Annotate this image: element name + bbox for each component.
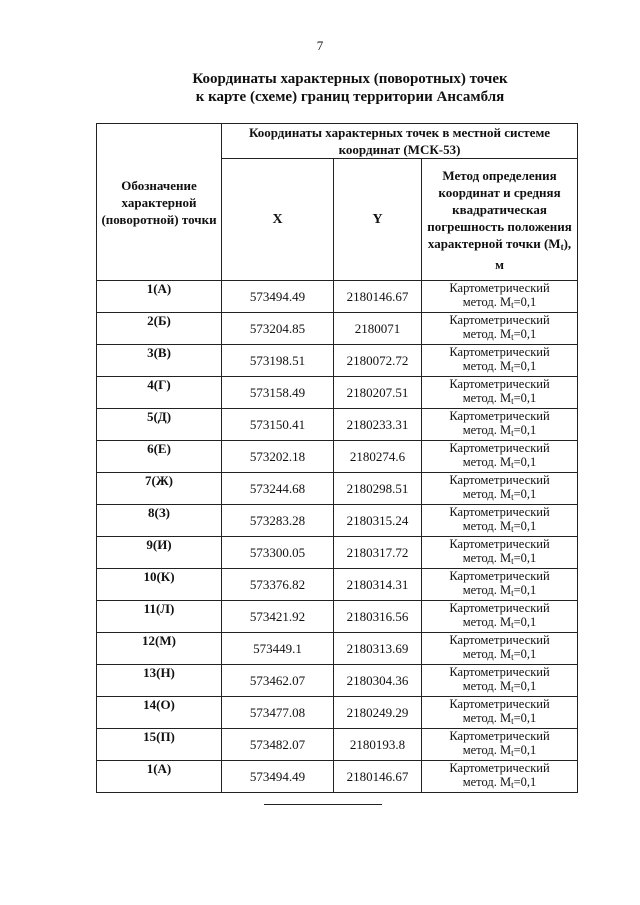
y-value: 2180233.31 <box>334 409 422 441</box>
page-title-line2: к карте (схеме) границ территории Ансамбля <box>195 89 505 105</box>
method-line2-suffix: =0,1 <box>513 391 537 405</box>
y-value: 2180193.8 <box>334 729 422 761</box>
method-line2 <box>422 295 577 312</box>
footer-divider <box>264 804 382 805</box>
method-line2-prefix: метод. M <box>462 615 512 629</box>
method-cell <box>422 633 578 665</box>
table-row <box>97 697 578 729</box>
method-line2-prefix: метод. M <box>462 711 512 725</box>
x-value: 573477.08 <box>222 697 334 729</box>
method-sub: t <box>511 556 514 566</box>
method-cell <box>422 505 578 537</box>
table-row <box>97 345 578 377</box>
method-sub: t <box>511 492 514 502</box>
table-row <box>97 665 578 697</box>
method-line2-prefix: метод. M <box>462 423 512 437</box>
point-label: 8(З) <box>97 505 222 537</box>
point-label: 14(О) <box>97 697 222 729</box>
header-method <box>422 159 578 281</box>
method-line1: Картометрический <box>449 441 550 455</box>
x-value: 573202.18 <box>222 441 334 473</box>
method-line2-prefix: метод. M <box>462 359 512 373</box>
table-row <box>97 505 578 537</box>
x-value: 573482.07 <box>222 729 334 761</box>
method-line2-suffix: =0,1 <box>513 423 537 437</box>
method-cell <box>422 569 578 601</box>
x-value: 573494.49 <box>222 281 334 313</box>
y-value: 2180298.51 <box>334 473 422 505</box>
y-value: 2180315.24 <box>334 505 422 537</box>
method-cell <box>422 409 578 441</box>
table-row <box>97 537 578 569</box>
y-value: 2180316.56 <box>334 601 422 633</box>
method-line1: Картометрический <box>449 537 550 551</box>
y-value: 2180314.31 <box>334 569 422 601</box>
header-y: Y <box>334 159 422 281</box>
method-line1: Картометрический <box>449 569 550 583</box>
method-line2-suffix: =0,1 <box>513 679 537 693</box>
y-value: 2180304.36 <box>334 665 422 697</box>
method-line1: Картометрический <box>449 473 550 487</box>
method-line2-prefix: метод. M <box>462 775 512 789</box>
header-method-suffix: ), м <box>495 235 572 272</box>
page-number: 7 <box>316 38 324 53</box>
page-title-line1: Координаты характерных (поворотных) точек <box>192 71 508 87</box>
method-line1: Картометрический <box>449 409 550 423</box>
method-line2-prefix: метод. M <box>462 647 512 661</box>
point-label: 6(Е) <box>97 441 222 473</box>
method-sub: t <box>511 428 514 438</box>
x-value: 573204.85 <box>222 313 334 345</box>
x-value: 573421.92 <box>222 601 334 633</box>
x-value: 573462.07 <box>222 665 334 697</box>
method-line1: Картометрический <box>449 601 550 615</box>
coordinates-table <box>96 123 578 793</box>
method-sub: t <box>511 460 514 470</box>
method-sub: t <box>511 364 514 374</box>
point-label: 1(А) <box>97 761 222 793</box>
x-value: 573244.68 <box>222 473 334 505</box>
x-value: 573198.51 <box>222 345 334 377</box>
y-value: 2180274.6 <box>334 441 422 473</box>
method-line2-suffix: =0,1 <box>513 775 537 789</box>
table-row <box>97 409 578 441</box>
method-line1: Картометрический <box>449 665 550 679</box>
method-sub: t <box>511 780 514 790</box>
method-line2 <box>422 487 577 504</box>
method-line2-suffix: =0,1 <box>513 551 537 565</box>
method-cell <box>422 345 578 377</box>
method-line2 <box>422 679 577 696</box>
method-line1: Картометрический <box>449 633 550 647</box>
method-cell <box>422 441 578 473</box>
table-row <box>97 601 578 633</box>
table-row <box>97 633 578 665</box>
method-line1: Картометрический <box>449 281 550 295</box>
point-label: 4(Г) <box>97 377 222 409</box>
table-row <box>97 281 578 313</box>
method-line1: Картометрический <box>449 761 550 775</box>
x-value: 573494.49 <box>222 761 334 793</box>
y-value: 2180071 <box>334 313 422 345</box>
method-line2 <box>422 551 577 568</box>
table-row <box>97 313 578 345</box>
method-line2-suffix: =0,1 <box>513 743 537 757</box>
point-label: 12(М) <box>97 633 222 665</box>
method-line2-prefix: метод. M <box>462 295 512 309</box>
method-sub: t <box>511 524 514 534</box>
method-sub: t <box>511 652 514 662</box>
x-value: 573449.1 <box>222 633 334 665</box>
point-label: 13(Н) <box>97 665 222 697</box>
table-row <box>97 473 578 505</box>
method-line2 <box>422 615 577 632</box>
method-line2-suffix: =0,1 <box>513 519 537 533</box>
method-line2 <box>422 391 577 408</box>
y-value: 2180072.72 <box>334 345 422 377</box>
point-label: 5(Д) <box>97 409 222 441</box>
page-title <box>150 70 550 106</box>
table-row <box>97 441 578 473</box>
method-line1: Картометрический <box>449 377 550 391</box>
method-line2 <box>422 775 577 792</box>
method-line1: Картометрический <box>449 697 550 711</box>
point-label: 7(Ж) <box>97 473 222 505</box>
method-line2-prefix: метод. M <box>462 327 512 341</box>
method-sub: t <box>511 684 514 694</box>
method-cell <box>422 697 578 729</box>
x-value: 573283.28 <box>222 505 334 537</box>
method-line2-prefix: метод. M <box>462 519 512 533</box>
table-row <box>97 729 578 761</box>
method-line2 <box>422 647 577 664</box>
method-line2-prefix: метод. M <box>462 743 512 757</box>
method-line2 <box>422 359 577 376</box>
method-line2 <box>422 519 577 536</box>
header-point-designation: Обозначение характерной (поворотной) точки <box>97 124 222 281</box>
y-value: 2180207.51 <box>334 377 422 409</box>
method-line1: Картометрический <box>449 729 550 743</box>
y-value: 2180146.67 <box>334 761 422 793</box>
method-line2-suffix: =0,1 <box>513 487 537 501</box>
header-coordinates-group: Координаты характерных точек в местной системе координат (МСК-53) <box>222 124 578 159</box>
y-value: 2180249.29 <box>334 697 422 729</box>
x-value: 573150.41 <box>222 409 334 441</box>
header-x: X <box>222 159 334 281</box>
method-line2-suffix: =0,1 <box>513 455 537 469</box>
method-sub: t <box>511 716 514 726</box>
method-cell <box>422 761 578 793</box>
coordinates-table-body <box>97 281 578 793</box>
method-sub: t <box>511 332 514 342</box>
x-value: 573300.05 <box>222 537 334 569</box>
table-row <box>97 569 578 601</box>
y-value: 2180317.72 <box>334 537 422 569</box>
method-sub: t <box>511 588 514 598</box>
method-line2-prefix: метод. M <box>462 487 512 501</box>
method-sub: t <box>511 396 514 406</box>
point-label: 2(Б) <box>97 313 222 345</box>
method-line2-suffix: =0,1 <box>513 647 537 661</box>
y-value: 2180313.69 <box>334 633 422 665</box>
method-line2-suffix: =0,1 <box>513 583 537 597</box>
method-line2 <box>422 423 577 440</box>
method-line2-prefix: метод. M <box>462 679 512 693</box>
method-line2-suffix: =0,1 <box>513 327 537 341</box>
method-cell <box>422 473 578 505</box>
method-cell <box>422 377 578 409</box>
method-sub: t <box>511 748 514 758</box>
header-method-sub: t <box>560 241 564 252</box>
method-line2-prefix: метод. M <box>462 551 512 565</box>
method-cell <box>422 281 578 313</box>
table-row <box>97 761 578 793</box>
y-value: 2180146.67 <box>334 281 422 313</box>
point-label: 15(П) <box>97 729 222 761</box>
method-line2 <box>422 743 577 760</box>
method-sub: t <box>511 620 514 630</box>
header-method-prefix: Метод определения координат и средняя квадратическая погрешность положения характерной точки (M <box>427 167 572 251</box>
method-cell <box>422 665 578 697</box>
method-line2-suffix: =0,1 <box>513 711 537 725</box>
point-label: 9(И) <box>97 537 222 569</box>
point-label: 3(В) <box>97 345 222 377</box>
point-label: 11(Л) <box>97 601 222 633</box>
method-line2-prefix: метод. M <box>462 391 512 405</box>
method-sub: t <box>511 300 514 310</box>
method-line2 <box>422 327 577 344</box>
method-line2 <box>422 455 577 472</box>
method-line2 <box>422 583 577 600</box>
point-label: 1(А) <box>97 281 222 313</box>
method-line1: Картометрический <box>449 313 550 327</box>
method-line1: Картометрический <box>449 345 550 359</box>
table-row <box>97 377 578 409</box>
method-line2-suffix: =0,1 <box>513 359 537 373</box>
x-value: 573376.82 <box>222 569 334 601</box>
method-line2-suffix: =0,1 <box>513 615 537 629</box>
method-line2-prefix: метод. M <box>462 455 512 469</box>
method-cell <box>422 537 578 569</box>
method-line1: Картометрический <box>449 505 550 519</box>
method-line2-suffix: =0,1 <box>513 295 537 309</box>
method-line2 <box>422 711 577 728</box>
method-cell <box>422 313 578 345</box>
point-label: 10(К) <box>97 569 222 601</box>
method-line2-prefix: метод. M <box>462 583 512 597</box>
method-cell <box>422 601 578 633</box>
x-value: 573158.49 <box>222 377 334 409</box>
method-cell <box>422 729 578 761</box>
